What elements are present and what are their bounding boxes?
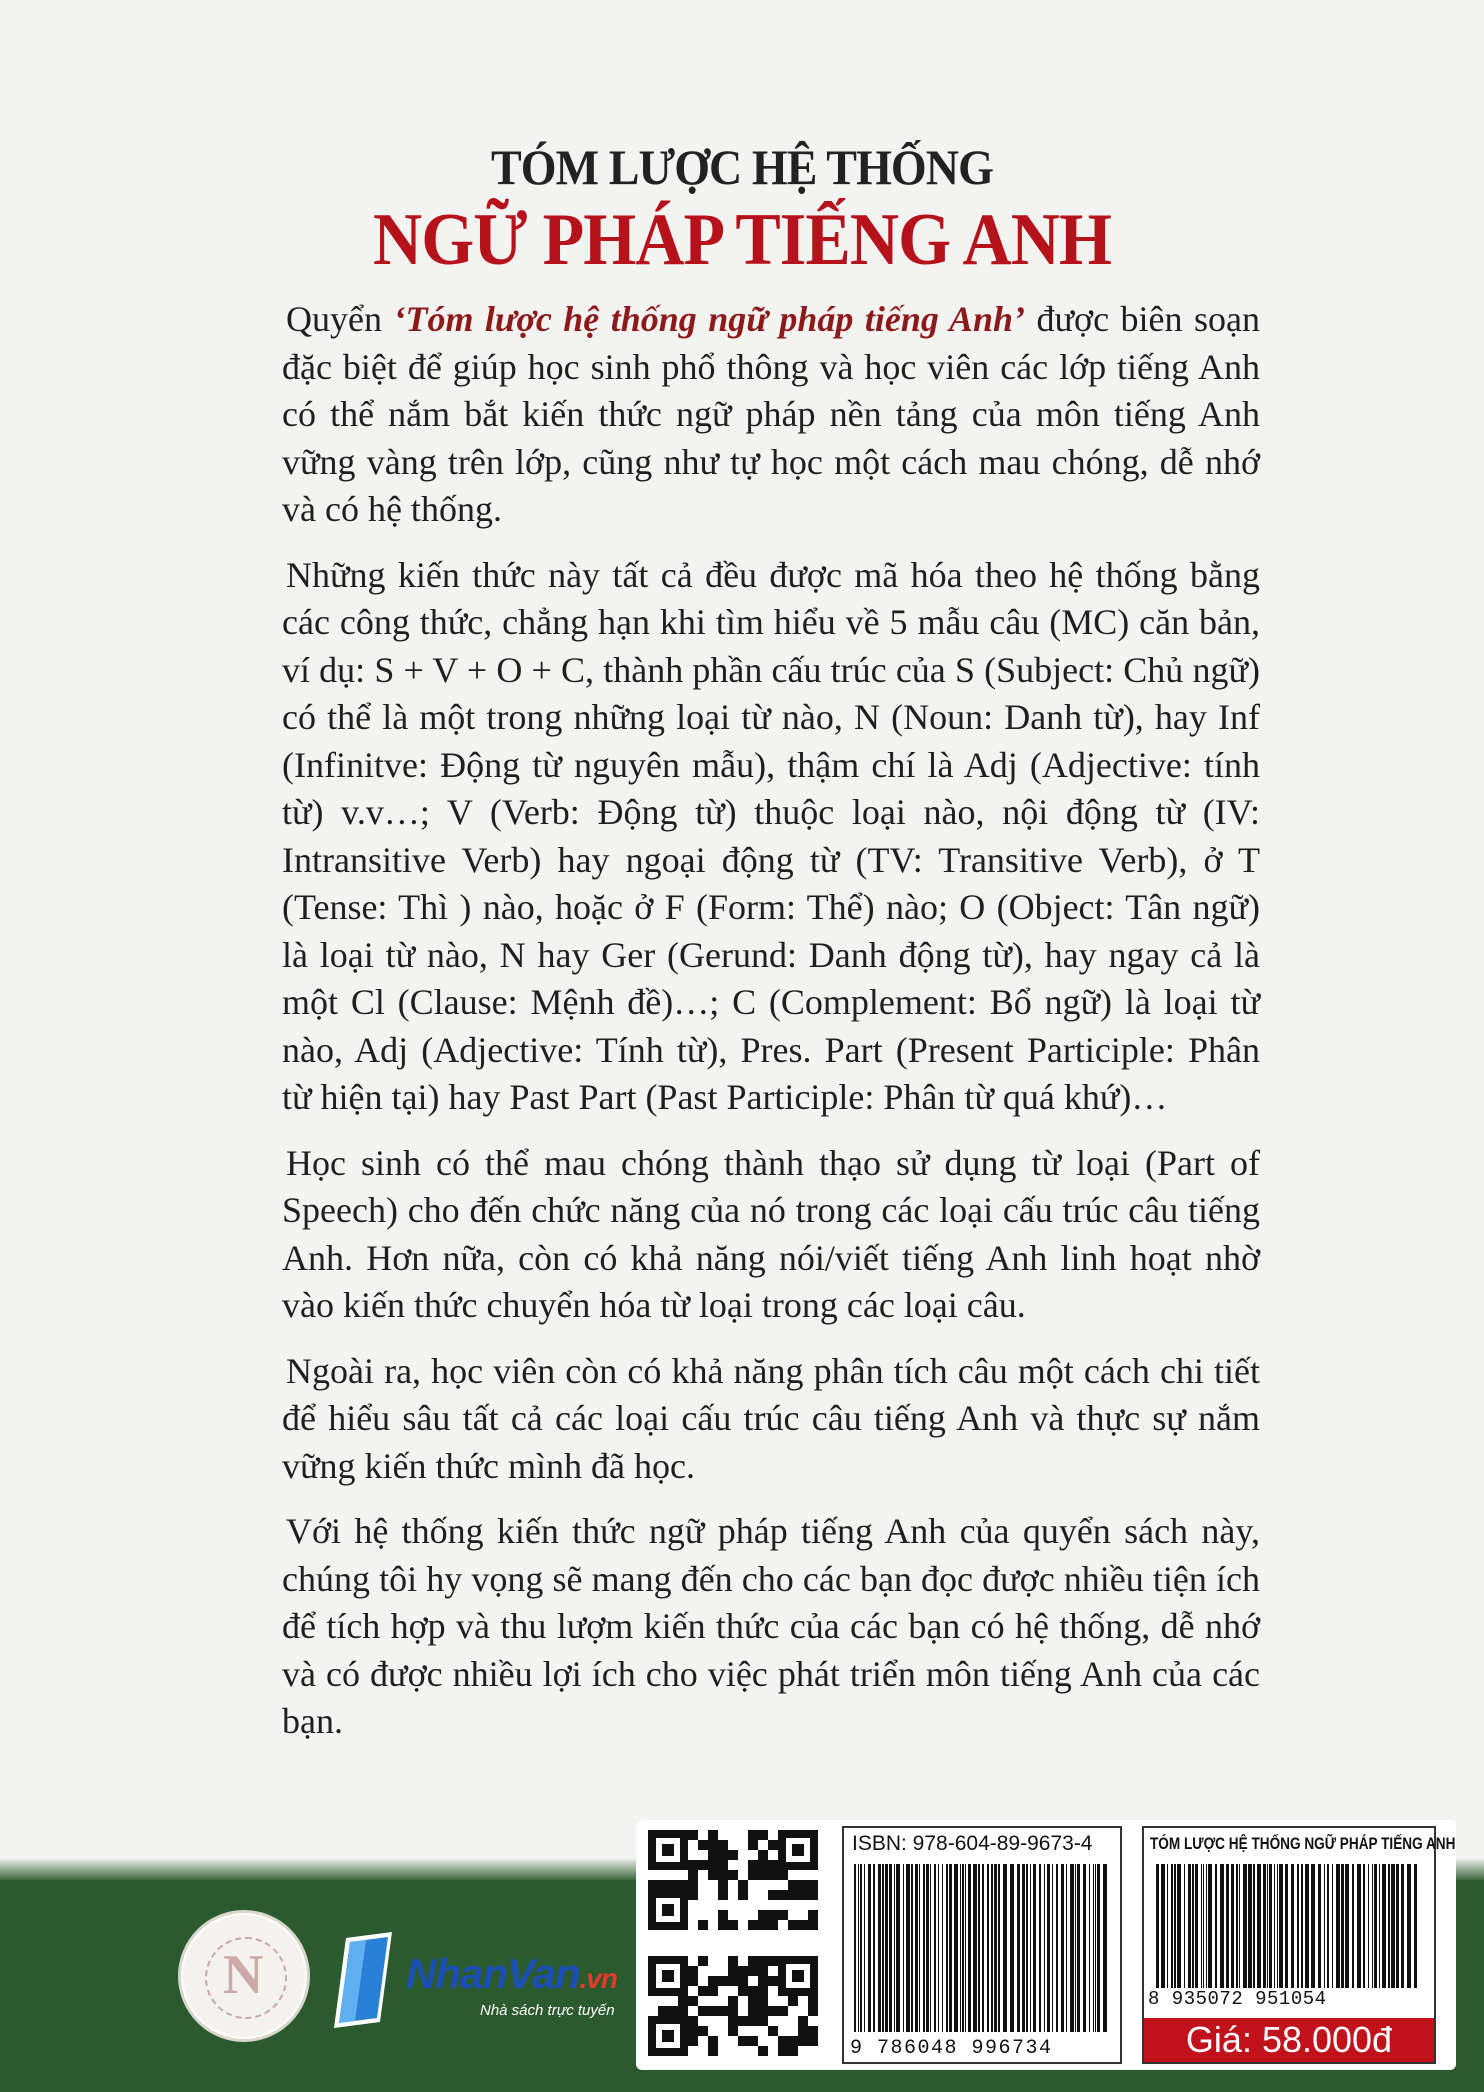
price-barcode [1142,1826,1456,2064]
flag-icon [328,1930,398,2030]
nhanvan-logo [328,1928,658,2038]
price-barcode-digits: 8 935072 951054 [1148,1988,1327,2010]
paragraph-5: Với hệ thống kiến thức ngữ pháp tiếng Anh của quyển sách này, chúng tôi hy vọng sẽ mang đến cho các bạn đọc được nhiều tiện ích để tích hợp và thu lượm kiến thức của các bạn có hệ thống, dễ nhớ và có được nhiều lợi ích cho việc phát triển môn tiếng Anh của các bạn. [282,1511,1260,1741]
cover-title: NGỮ PHÁP TIẾNG ANH [372,199,1112,281]
isbn-barcode [842,1826,1122,2064]
paragraph-1 [282,296,1260,534]
paragraph-4: Ngoài ra, học viên còn có khả năng phân tích câu một cách chi tiết để hiểu sâu tất cả các loại cấu trúc câu tiếng Anh và thực sự nắm vững kiến thức mình đã học. [282,1350,1260,1486]
logo-tagline: Nhà sách trực tuyến [480,2002,615,2019]
barcode-book-title: TÓM LƯỢC HỆ THỐNG NGỮ PHÁP TIẾNG ANH [1150,1834,1456,1853]
cover-subtitle: TÓM LƯỢC HỆ THỐNG [491,139,993,195]
paragraph-1-start: Quyển [286,299,394,339]
qr-code-icon [648,1956,818,2056]
paragraph-2: Những kiến thức này tất cả đều được mã hóa theo hệ thống bằng các công thức, chẳng hạn khi tìm hiểu về 5 mẫu câu (MC) căn bản, ví dụ: S + V + O + C, thành phần cấu trúc của S (Subject: Chủ ngữ) có thể là một trong những loại từ nào, N (Noun: Danh từ), hay Inf (Infinitve: Động từ nguyên mẫu), thậm chí là Adj (Adjective: tính từ) v.v…; V (Verb: Động từ) thuộc loại nào, nội động từ (IV: Intransitive Verb) hay ngoại động từ (TV: Transitive Verb), ở T (Tense: Thì ) nào, hoặc ở F (Form: Thể) nào; O (Object: Tân ngữ) là loại từ nào, N hay Ger (Gerund: Danh động từ), hay ngay cả là một Cl (Clause: Mệnh đề)…; C (Complement: Bổ ngữ) là loại từ nào, Adj (Adjective: Tính từ), Pres. Part (Present Participle: Phân từ hiện tại) hay Past Part (Past Participle: Phân từ quá khứ)… [282,554,1260,1117]
barcode-bars-icon [1156,1864,1422,1988]
logo-text: NhanVan.vn [406,1950,617,1997]
isbn-digits: 9 786048 996734 [850,2037,1053,2060]
book-title-inline: ‘Tóm lược hệ thống ngữ pháp tiếng Anh’ [393,299,1026,339]
description [282,296,1260,1764]
price-tag: Giá: 58.000đ [1144,2018,1434,2062]
publisher-seal-icon: N [178,1910,310,2042]
paragraph-3: Học sinh có thể mau chóng thành thạo sử dụng từ loại (Part of Speech) cho đến chức năng của nó trong các loại cấu trúc câu tiếng Anh. Hơn nữa, còn có khả năng nói/viết tiếng Anh linh hoạt nhờ vào kiến thức chuyển hóa từ loại trong các loại câu. [282,1142,1260,1325]
paragraph-1-rest: được biên soạn đặc biệt để giúp học sinh phổ thông và học viên các lớp tiếng Anh có thể nắm bắt kiến thức ngữ pháp nền tảng của môn tiếng Anh vững vàng trên lớp, cũng như tự học một cách mau chóng, dễ nhớ và có hệ thống. [282,299,1261,529]
qr-code-icon [648,1830,818,1930]
barcode-bars-icon [854,1864,1110,2032]
isbn-label: ISBN: 978-604-89-9673-4 [852,1832,1093,1855]
